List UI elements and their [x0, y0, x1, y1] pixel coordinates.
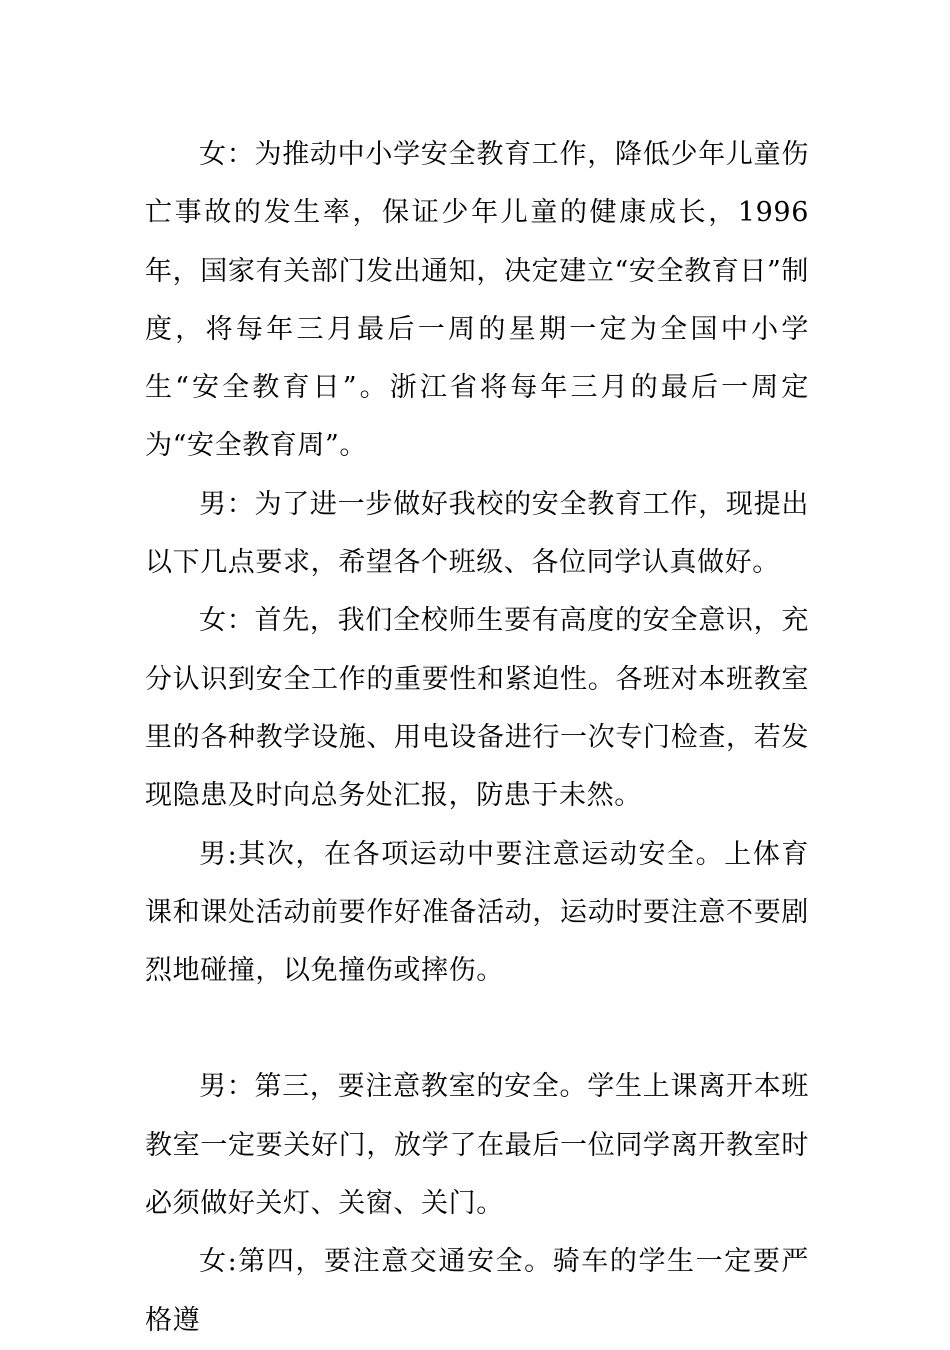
paragraph-safety-day-intro: 女：为推动中小学安全教育工作，降低少年儿童伤亡事故的发生率，保证少年儿童的健康成长，1996年，国家有关部门发出通知，决定建立“安全教育日”制度，将每年三月最后一周的星期一定为全国中小学生“安全教育日”。浙江省将每年三月的最后一周定为“安全教育周”。 — [145, 139, 809, 462]
paragraph-first-awareness: 女：首先，我们全校师生要有高度的安全意识，充分认识到安全工作的重要性和紧迫性。各班对本班教室里的各种教学设施、用电设备进行一次专门检查，若发现隐患及时向总务处汇报，防患于未然。 — [145, 605, 809, 812]
paragraph-fourth-traffic-safety: 女:第四，要注意交通安全。骑车的学生一定要严格遵 — [145, 1246, 809, 1336]
paragraph-second-sports-safety: 男:其次，在各项运动中要注意运动安全。上体育课和课处活动前要作好准备活动，运动时要注意不要剧烈地碰撞，以免撞伤或摔伤。 — [145, 838, 809, 987]
paragraph-requirements-intro: 男：为了进一步做好我校的安全教育工作，现提出以下几点要求，希望各个班级、各位同学认真做好。 — [145, 488, 809, 579]
paragraph-third-classroom-safety: 男：第三，要注意教室的安全。学生上课离开本班教室一定要关好门，放学了在最后一位同学离开教室时必须做好关灯、关窗、关门。 — [145, 1071, 809, 1220]
document-body — [145, 126, 809, 1350]
